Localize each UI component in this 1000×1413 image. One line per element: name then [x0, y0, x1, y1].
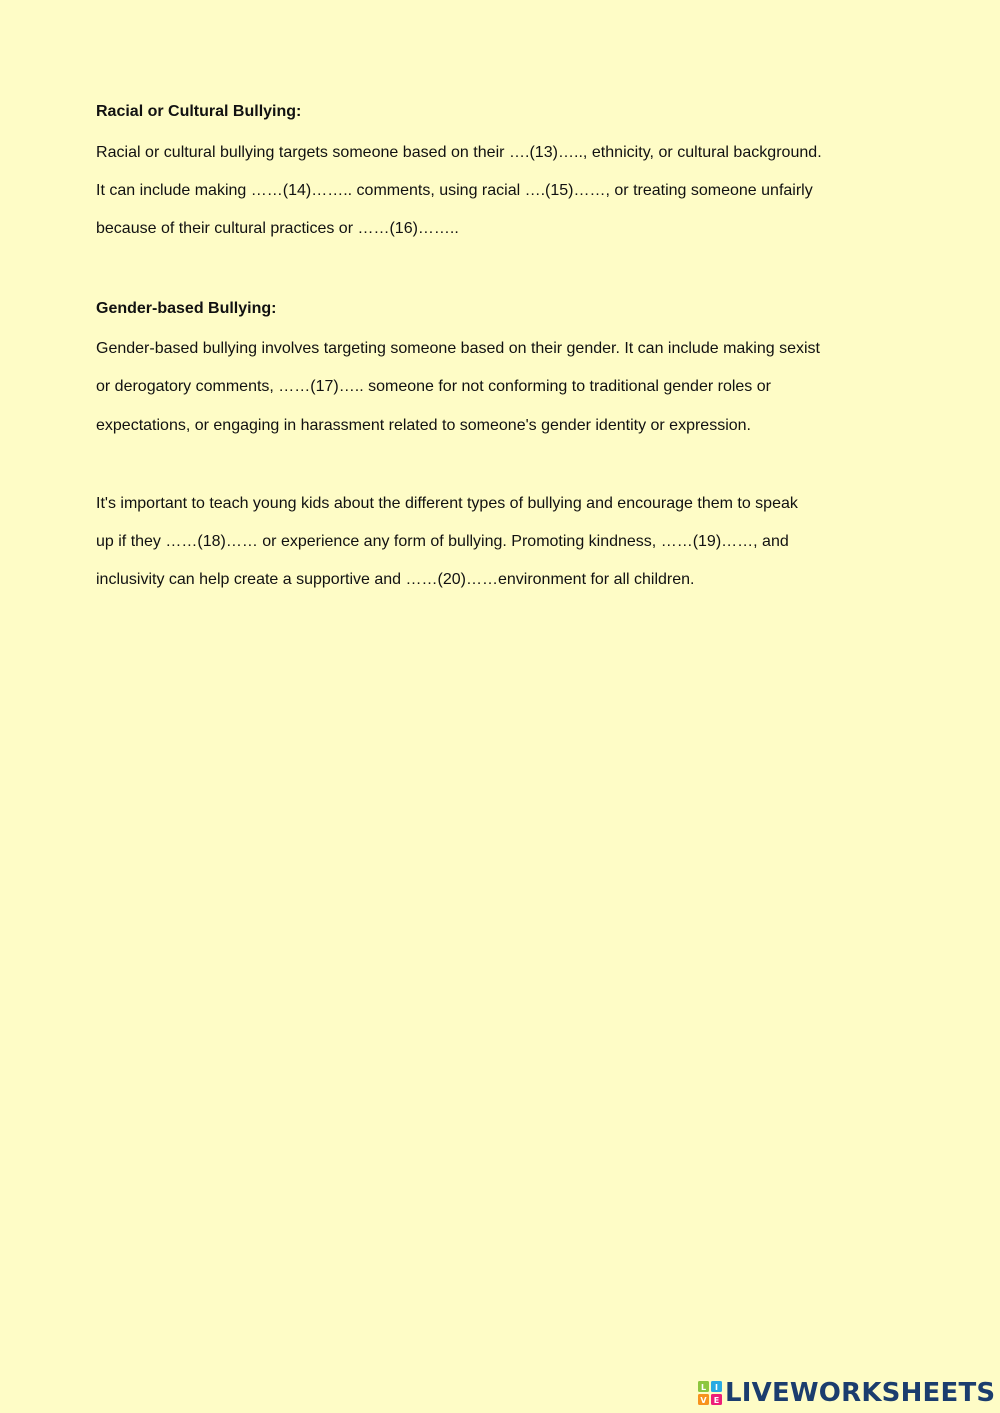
paragraph-line: It can include making ……(14)…….. comments, using racial ….(15)……, or treating someone unfairly [96, 182, 813, 199]
svg-text:V: V [700, 1396, 707, 1405]
paragraph-line: It's important to teach young kids about the different types of bullying and encourage them to speak [96, 495, 798, 512]
paragraph-line: inclusivity can help create a supportive and ……(20)……environment for all children. [96, 571, 695, 588]
paragraph-line: because of their cultural practices or ……(16)…….. [96, 220, 459, 237]
paragraph-line: expectations, or engaging in harassment related to someone's gender identity or expression. [96, 417, 751, 434]
section-heading-gender-based: Gender-based Bullying: [96, 300, 277, 317]
paragraph-line: Racial or cultural bullying targets someone based on their ….(13)….., ethnicity, or cultural background. [96, 144, 822, 161]
paragraph-line: up if they ……(18)…… or experience any form of bullying. Promoting kindness, ……(19)……, and [96, 533, 789, 550]
paragraph-line: or derogatory comments, ……(17)….. someone for not conforming to traditional gender roles or [96, 378, 771, 395]
liveworksheets-logo [698, 1378, 995, 1408]
liveworksheets-logo-icon [698, 1381, 722, 1405]
svg-text:I: I [715, 1383, 718, 1392]
logo-text: LIVEWORKSHEETS [725, 1378, 996, 1408]
svg-text:E: E [713, 1396, 720, 1405]
svg-text:L: L [700, 1383, 707, 1392]
section-heading-racial-cultural: Racial or Cultural Bullying: [96, 103, 302, 120]
paragraph-line: Gender-based bullying involves targeting someone based on their gender. It can include making sexist [96, 340, 820, 357]
